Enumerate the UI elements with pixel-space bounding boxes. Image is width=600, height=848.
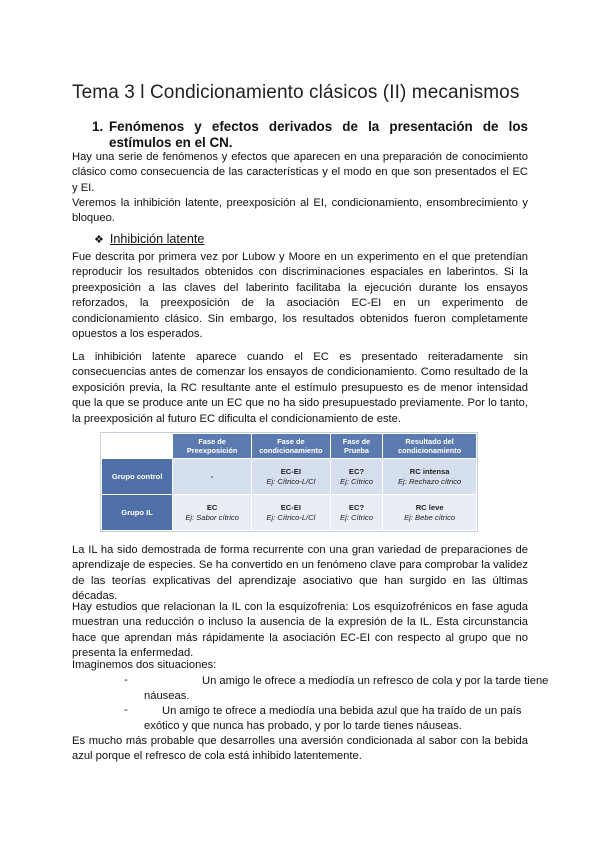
cell-main: -: [210, 471, 214, 481]
table-corner: [102, 434, 173, 459]
table-cell: [252, 459, 331, 495]
after-paragraph-3: Imaginemos dos situaciones:: [72, 659, 217, 671]
table-row: [102, 495, 477, 531]
subsection-heading-text: Inhibición latente: [109, 232, 205, 246]
cell-sub: Ej: Cítrico: [340, 476, 373, 486]
cell-main: EC-EI: [280, 466, 301, 476]
cell-sub: Ej: Bebe cítrico: [404, 512, 456, 522]
cell-main: RC leve: [415, 502, 444, 512]
diamond-bullet-icon: ❖: [94, 234, 104, 246]
table-header: Fase de Preexposición: [173, 434, 252, 459]
list-item-1-line-1: Un amigo le ofrece a mediodía un refresco de cola y por la tarde tiene: [202, 675, 549, 687]
cell-main: RC intensa: [409, 466, 450, 476]
row-label: Grupo IL: [102, 495, 173, 531]
list-item-2-line-2: exótico y que nunca has probado, y por lo tarde tienes náuseas.: [144, 720, 462, 732]
table-cell: [252, 495, 331, 531]
row-label: Grupo control: [102, 459, 173, 495]
cell-main: EC?: [348, 466, 365, 476]
after-paragraph-1: La IL ha sido demostrada de forma recurrente con una gran variedad de preparaciones de aprendizaje de especies. Se ha convertido en un fenómeno clave para comprobar la validez de las teorías explicativas del aprendizaje asociativo que han surgido en las últimas décadas.: [72, 544, 528, 603]
list-item-1-line-2: náuseas.: [144, 690, 190, 702]
after-paragraph-4: Es mucho más probable que desarrolles una aversión condicionada al sabor con la bebida azul porque el refresco de cola está inhibido latentemente.: [72, 735, 528, 763]
subsection-paragraph-2: La inhibición latente aparece cuando el EC es presentado reiteradamente sin consecuencias antes de comenzar los ensayos de condicionamiento. Como resultado de la exposición previa, la RC resultante ante el estímulo presupuesto es de menor intensidad que la que se produce ante un EC que no ha sido presupuestado previamente. Por lo tanto, la preexposición al futuro EC dificulta el condicionamiento de este.: [72, 351, 528, 425]
cell-sub: Ej: Cítrico: [340, 512, 373, 522]
table-cell: [330, 459, 383, 495]
list-item-2-line-1: Un amigo te ofrece a mediodía una bebida azul que ha traído de un país: [162, 705, 522, 717]
cell-sub: Ej: Cítrico-L/Cl: [266, 476, 316, 486]
table-cell: [330, 495, 383, 531]
subsection-paragraph-1: Fue descrita por primera vez por Lubow y Moore en un experimento en el que pretendían reproducir los resultados obtenidos con discriminaciones espaciales en laberintos. Si la preexposición a las claves del laberinto facilitaba la ejecución durante los ensayos reforzados, la preexposición de la asociación EC-EI en un experimento de condicionamiento clásico. Sin embargo, los resultados obtenidos fueron completamente opuestos a los esperados.: [72, 251, 528, 341]
cell-main: EC?: [348, 502, 365, 512]
cell-sub: Ej: Rechazo cítrico: [397, 476, 462, 486]
table-header: Resultado del condicionamiento: [383, 434, 477, 459]
cell-main: EC: [206, 502, 218, 512]
intro-paragraph-2: Veremos la inhibición latente, preexposición al EI, condicionamiento, ensombrecimiento y bloqueo.: [72, 197, 528, 225]
section-heading: [92, 119, 528, 151]
table-header: Fase de condicionamiento: [252, 434, 331, 459]
cell-sub: Ej: Cítrico-L/Cl: [266, 512, 316, 522]
list-dash: -: [124, 674, 128, 686]
section-number: 1.: [92, 119, 104, 134]
page-title: Tema 3 l Condicionamiento clásicos (II) mecanismos: [72, 82, 520, 103]
table-cell: [383, 495, 477, 531]
list-dash: -: [124, 704, 128, 716]
cell-main: EC-EI: [280, 502, 301, 512]
table-row: [102, 459, 477, 495]
table-cell: [173, 459, 252, 495]
intro-paragraph-1: Hay una serie de fenómenos y efectos que aparecen en una preparación de conocimiento clásico como consecuencia de las características y el modo en que son presentados el EC y EI.: [72, 151, 528, 194]
section-heading-text: Fenómenos y efectos derivados de la presentación de los estímulos en el CN.: [109, 119, 528, 150]
table-cell: [173, 495, 252, 531]
table-header: Fase de Prueba: [330, 434, 383, 459]
subsection-heading: [94, 232, 204, 246]
after-paragraph-2: Hay estudios que relacionan la IL con la esquizofrenia: Los esquizofrénicos en fase aguda muestran una reducción o incluso la ausencia de la expresión de la IL. Esta circunstancia hace que aprendan más rápidamente la asociación EC-EI con respecto al grupo que no presenta la enfermedad.: [72, 601, 528, 660]
table-cell: [383, 459, 477, 495]
latent-inhibition-table: [100, 432, 478, 532]
cell-sub: Ej: Sabor cítrico: [185, 512, 239, 522]
